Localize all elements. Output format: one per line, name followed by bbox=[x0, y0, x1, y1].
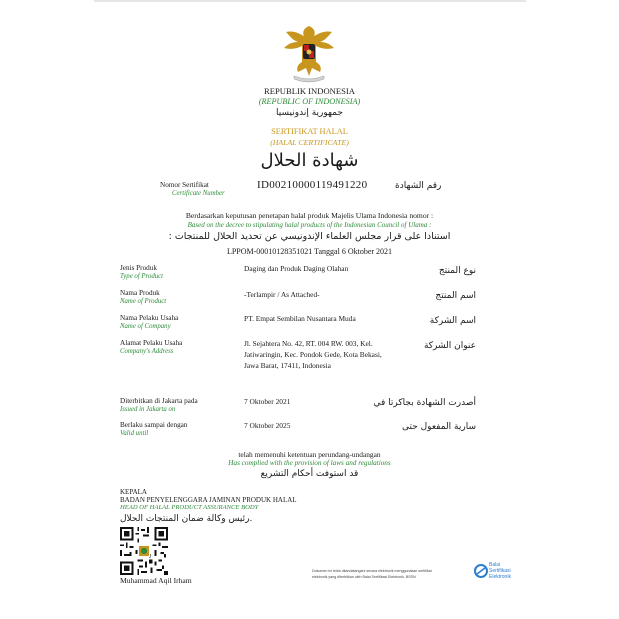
company-name-label-ar: اسم الشركة bbox=[429, 316, 476, 326]
product-type-value: Daging dan Produk Daging Olahan bbox=[244, 264, 349, 273]
issued-date-value: 7 Oktober 2021 bbox=[244, 397, 291, 406]
product-type-label-en: Type of Product bbox=[120, 273, 164, 280]
e-signature-note-line-1: Dokumen ini telah ditandatangani secara elektronik menggunakan sertifikat bbox=[312, 569, 432, 573]
decree-text: Berdasarkan keputusan penetapan halal produk Majelis Ulama Indonesia nomor : bbox=[185, 211, 434, 220]
valid-until-label: Berlaku sampai dengan bbox=[120, 421, 188, 429]
compliance-text-ar: قد استوفت أحكام التشريع bbox=[260, 469, 359, 479]
country-name: REPUBLIK INDONESIA bbox=[264, 86, 355, 96]
compliance-text-en: Has complied with the provision of laws and regulations bbox=[228, 459, 391, 467]
product-type-label-ar: نوع المنتج bbox=[438, 266, 476, 276]
bsre-logo-line-2: Sertifikasi bbox=[489, 568, 511, 574]
certificate-title: SERTIFIKAT HALAL bbox=[271, 127, 348, 136]
company-name-value: PT. Empat Sembilan Nusantara Muda bbox=[244, 314, 356, 323]
valid-until-label-ar: سارية المفعول حتى bbox=[402, 422, 476, 432]
company-address-label-en: Company's Address bbox=[120, 348, 174, 355]
bsre-emblem-icon bbox=[474, 564, 488, 578]
qr-code-icon bbox=[120, 527, 168, 575]
valid-until-label-en: Valid until bbox=[120, 430, 149, 437]
company-name-label: Nama Pelaku Usaha bbox=[120, 314, 179, 322]
company-address-label: Alamat Pelaku Usaha bbox=[120, 339, 183, 347]
country-name-ar: جمهورية إندونيسيا bbox=[276, 108, 343, 118]
company-address-label-ar: عنوان الشركة bbox=[423, 341, 476, 351]
bsre-logo-line-1: Balai bbox=[489, 562, 501, 568]
certificate-number-label: Nomor Sertifikat bbox=[160, 181, 209, 189]
company-address-line-2: Jatiwaringin, Kec. Pondok Gede, Kota Bekasi, bbox=[244, 350, 382, 359]
signatory-title-1: KEPALA bbox=[120, 488, 147, 496]
issued-date-label-ar: أصدرت الشهادة بجاكرتا في bbox=[373, 398, 476, 408]
decree-text-ar: استنادا على قرار مجلس العلماء الإندونيسي عن تحديد الحلال للمنتجات : bbox=[168, 231, 451, 242]
product-name-label-ar: اسم المنتج bbox=[435, 291, 476, 301]
company-name-label-en: Name of Company bbox=[120, 323, 171, 330]
valid-until-value: 7 Oktober 2025 bbox=[244, 421, 291, 430]
issued-date-label: Diterbitkan di Jakarta pada bbox=[120, 397, 198, 405]
certificate-number-label-ar: رقم الشهادة bbox=[395, 181, 442, 191]
garuda-emblem-icon bbox=[280, 22, 338, 84]
bsre-logo-line-3: Elektronik bbox=[489, 574, 511, 580]
signatory-title-en: HEAD OF HALAL PRODUCT ASSURANCE BODY bbox=[120, 504, 259, 511]
certificate-number-value: ID00210000119491220 bbox=[257, 179, 368, 191]
compliance-text: telah memenuhi ketentuan perundang-undangan bbox=[238, 450, 381, 459]
certificate-title-en: (HALAL CERTIFICATE) bbox=[270, 138, 349, 147]
decree-number: LPPOM-00010128351021 Tanggal 6 Oktober 2021 bbox=[226, 247, 393, 256]
decree-text-en: Based on the decree to stipulating halal products of the Indonesian Council of Ulama : bbox=[187, 221, 432, 229]
country-name-en: (REPUBLIC OF INDONESIA) bbox=[258, 97, 361, 106]
certificate-number-label-en: Certificate Number bbox=[172, 190, 225, 197]
issued-date-label-en: Issued in Jakarta on bbox=[120, 406, 176, 413]
company-address-line-3: Jawa Barat, 17411, Indonesia bbox=[244, 361, 331, 370]
product-name-label: Nama Produk bbox=[120, 289, 160, 297]
e-signature-note-line-2: elektronik yang diterbitkan oleh Balai Sertifikasi Elektronik, BSSN bbox=[312, 575, 416, 579]
signatory-title-2: BADAN PENYELENGGARA JAMINAN PRODUK HALAL bbox=[120, 496, 297, 504]
product-name-value: -Terlampir / As Attached- bbox=[244, 290, 320, 299]
signatory-title-ar: رئيس وكالة ضمان المنتجات الحلال. bbox=[120, 514, 253, 524]
product-name-label-en: Name of Product bbox=[120, 298, 167, 305]
signatory-name: Muhammad Aqil Irham bbox=[120, 576, 192, 585]
company-address-line-1: Jl. Sejahtera No. 42, RT. 004 RW. 003, Kel. bbox=[244, 339, 373, 348]
certificate-title-ar: شهادة الحلال bbox=[260, 150, 359, 171]
product-type-label: Jenis Produk bbox=[120, 264, 157, 272]
